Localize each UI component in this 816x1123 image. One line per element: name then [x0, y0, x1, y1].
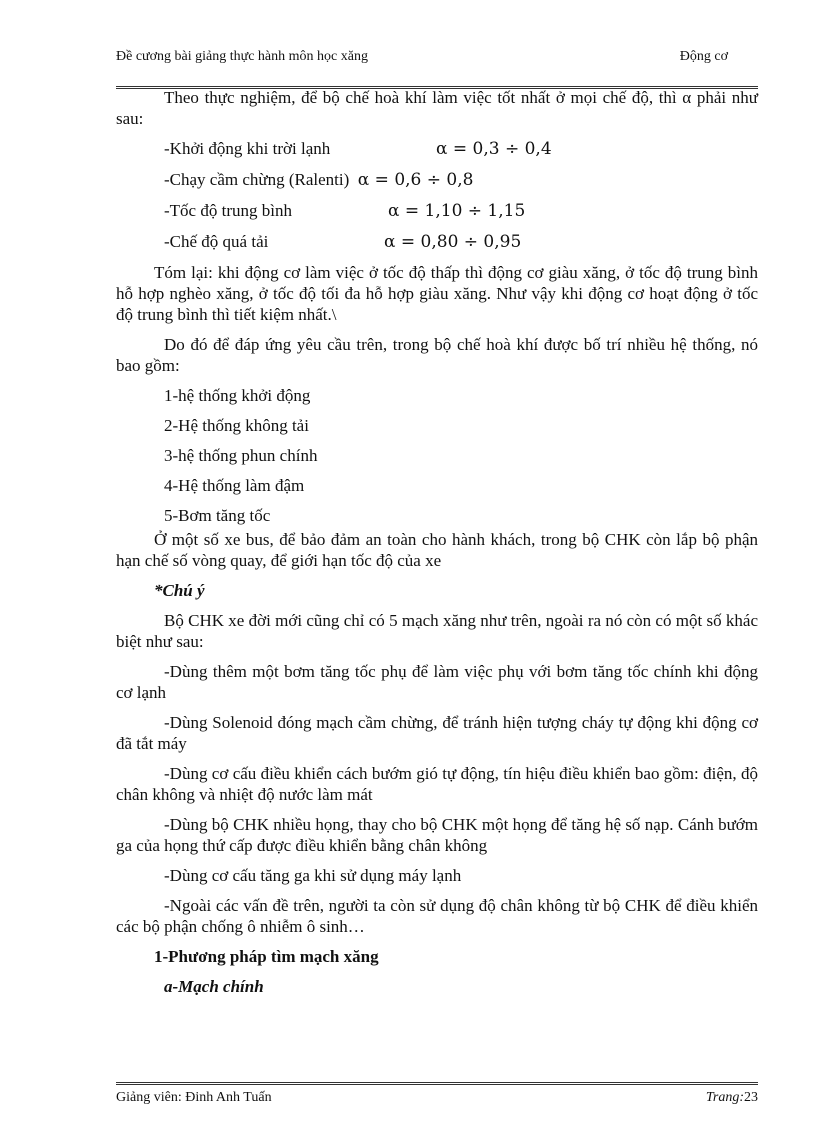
paragraph-systems-intro: Do đó để đáp ứng yêu cầu trên, trong bộ chế hoà khí được bố trí nhiều hệ thống, nó bao gồm:	[116, 335, 758, 375]
mode-value: α = 1,10 ÷ 1,15	[388, 201, 526, 221]
mode-label: -Chế độ quá tải	[164, 232, 269, 251]
paragraph-modern: Bộ CHK xe đời mới cũng chỉ có 5 mạch xăng như trên, ngoài ra nó còn có một số khác biệt như sau:	[116, 611, 758, 651]
mode-label: -Khởi động khi trời lạnh	[164, 139, 331, 158]
header-subject: Động cơ	[679, 49, 728, 64]
system-item: 4-Hệ thống làm đậm	[164, 476, 305, 495]
paragraph-bus: Ở một số xe bus, để bảo đảm an toàn cho hành khách, trong bộ CHK còn lắp bộ phận hạn chế số vòng quay, để giới hạn tốc độ của xe	[116, 530, 758, 570]
page-footer	[116, 1082, 758, 1106]
mode-label: -Chạy cầm chừng (Ralenti)	[164, 170, 350, 189]
footer-lecturer: Giảng viên: Đinh Anh Tuấn	[116, 1090, 272, 1105]
footer-page	[706, 1090, 758, 1106]
subsection-heading: a-Mạch chính	[164, 977, 264, 996]
footer-page-number: 23	[744, 1090, 758, 1105]
mode-value: α = 0,6 ÷ 0,8	[357, 170, 474, 190]
system-item: 2-Hệ thống không tải	[164, 416, 309, 435]
note-title: *Chú ý	[154, 581, 205, 600]
page-content	[116, 87, 758, 997]
system-item: 3-hệ thống phun chính	[164, 446, 318, 465]
mode-row	[164, 138, 758, 160]
note-item: -Ngoài các vấn đề trên, người ta còn sử dụng độ chân không từ bộ CHK để điều khiển các bộ phận chống ô nhiễm ô sinh…	[116, 896, 758, 936]
note-item: -Dùng cơ cấu tăng ga khi sử dụng máy lạnh	[164, 866, 462, 885]
system-item: 5-Bơm tăng tốc	[164, 506, 271, 525]
paragraph-intro: Theo thực nghiệm, để bộ chế hoà khí làm việc tốt nhất ở mọi chế độ, thì α phải như sau:	[116, 88, 758, 128]
note-item: -Dùng cơ cấu điều khiển cách bướm gió tự động, tín hiệu điều khiển bao gồm: điện, độ chân không và nhiệt độ nước làm mát	[116, 764, 758, 804]
footer-page-label: Trang:	[705, 1090, 744, 1105]
mode-row	[164, 231, 758, 253]
header-course-title: Đề cương bài giảng thực hành môn học xăng	[116, 49, 368, 64]
system-item: 1-hệ thống khởi động	[164, 386, 311, 405]
note-item: -Dùng thêm một bơm tăng tốc phụ để làm việc phụ với bơm tăng tốc chính khi động cơ lạnh	[116, 662, 758, 702]
mode-row	[164, 200, 758, 222]
mode-value: α = 0,3 ÷ 0,4	[436, 139, 552, 159]
note-item: -Dùng Solenoid đóng mạch cầm chừng, để tránh hiện tượng cháy tự động khi động cơ đã tắt máy	[116, 713, 758, 753]
note-item: -Dùng bộ CHK nhiều họng, thay cho bộ CHK một họng để tăng hệ số nạp. Cánh bướm ga của họng thứ cấp được điều khiển bằng chân không	[116, 815, 758, 855]
mode-value: α = 0,80 ÷ 0,95	[384, 232, 522, 252]
mode-label: -Tốc độ trung bình	[164, 201, 292, 220]
page-header	[116, 48, 758, 89]
paragraph-summary: Tóm lại: khi động cơ làm việc ở tốc độ thấp thì động cơ giàu xăng, ở tốc độ trung bình hỗ hợp nghèo xăng, ở tốc độ tối đa hỗ hợp giàu xăng. Như vậy khi động cơ hoạt động ở tốc độ trung bình thì tiết kiệm nhất.\	[116, 263, 758, 324]
section-heading: 1-Phương pháp tìm mạch xăng	[154, 947, 379, 966]
mode-row	[164, 169, 758, 191]
